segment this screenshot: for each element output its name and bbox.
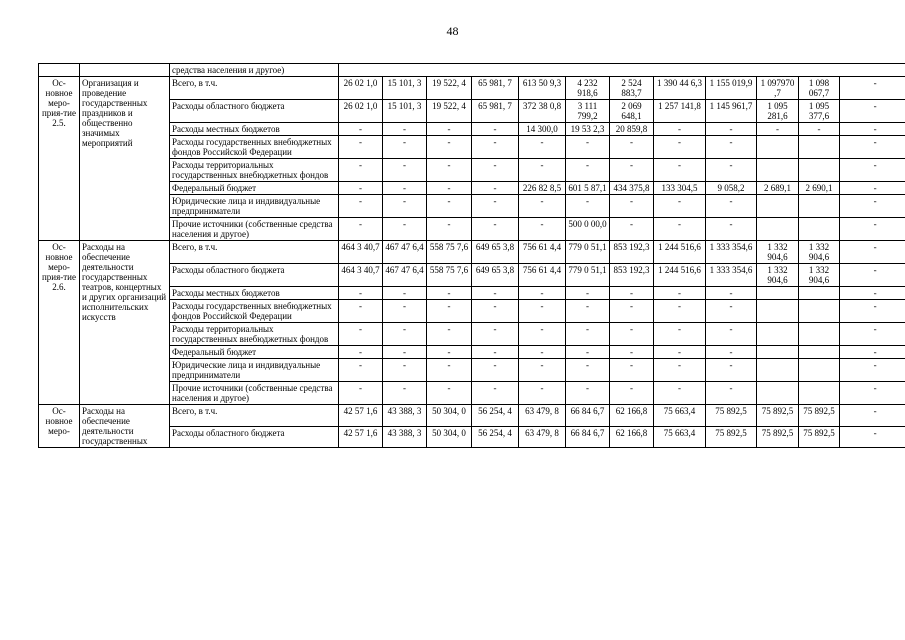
value-cell: -: [566, 323, 610, 346]
value-cell: -: [610, 346, 654, 359]
value-cell: 1 257 141,8: [654, 100, 706, 123]
value-cell: -: [383, 359, 427, 382]
funding-source-cell: Всего, в т.ч.: [170, 241, 339, 264]
value-cell: -: [654, 159, 706, 182]
value-cell: 65 981, 7: [472, 100, 519, 123]
value-cell: -: [566, 346, 610, 359]
value-cell: 75 892,5: [799, 426, 840, 448]
value-cell: 75 663,4: [654, 405, 706, 427]
value-cell: [757, 300, 799, 323]
value-cell: -: [706, 359, 757, 382]
source-cell: средства населения и другое): [170, 64, 339, 77]
value-cell: -: [519, 346, 566, 359]
name-cell: [80, 64, 170, 77]
value-cell: -: [566, 359, 610, 382]
measure-name-cell: Расходы на обеспечение деятельности государственных театров, концертных и других организаций исполнительских искусств: [80, 241, 170, 405]
value-cell: [757, 359, 799, 382]
value-cell: 63 479, 8: [519, 405, 566, 427]
value-cell: 1 095 377,6: [799, 100, 840, 123]
value-cell: -: [427, 159, 472, 182]
value-cell: -: [427, 323, 472, 346]
value-cell: 43 388, 3: [383, 426, 427, 448]
value-cell: [799, 136, 840, 159]
measure-code-cell: Ос-новное меро-прия-тие 2.5.: [39, 77, 80, 241]
value-cell: 9 058,2: [706, 182, 757, 195]
value-cell: -: [519, 300, 566, 323]
value-cell: -: [840, 218, 905, 241]
value-cell: -: [472, 218, 519, 241]
value-cell: 649 65 3,8: [472, 264, 519, 287]
value-cell: -: [654, 346, 706, 359]
value-cell: -: [427, 123, 472, 136]
value-cell: [757, 136, 799, 159]
funding-source-cell: Всего, в т.ч.: [170, 77, 339, 100]
value-cell: -: [706, 195, 757, 218]
budget-table: [38, 63, 905, 448]
value-cell: 19 522, 4: [427, 77, 472, 100]
value-cell: 467 47 6,4: [383, 264, 427, 287]
value-cell: -: [654, 195, 706, 218]
value-cell: -: [519, 359, 566, 382]
value-cell: 1 333 354,6: [706, 264, 757, 287]
value-cell: -: [654, 218, 706, 241]
value-cell: [757, 346, 799, 359]
value-cell: 2 524 883,7: [610, 77, 654, 100]
value-cell: -: [427, 136, 472, 159]
value-cell: -: [840, 136, 905, 159]
value-cell: 75 892,5: [799, 405, 840, 427]
value-cell: -: [383, 346, 427, 359]
value-cell: -: [610, 136, 654, 159]
value-cell: [799, 359, 840, 382]
value-cell: -: [799, 123, 840, 136]
value-cell: -: [840, 195, 905, 218]
value-cell: 779 0 51,1: [566, 241, 610, 264]
value-cell: -: [519, 287, 566, 300]
value-cell: -: [566, 300, 610, 323]
value-cell: -: [339, 382, 383, 405]
value-cell: -: [654, 359, 706, 382]
value-cell: -: [706, 123, 757, 136]
value-cell: -: [472, 346, 519, 359]
value-cell: 62 166,8: [610, 426, 654, 448]
value-cell: 50 304, 0: [427, 405, 472, 427]
value-cell: -: [840, 123, 905, 136]
funding-source-cell: Расходы государственных внебюджетных фондов Российской Федерации: [170, 136, 339, 159]
value-cell: -: [472, 123, 519, 136]
value-cell: -: [840, 346, 905, 359]
value-cell: -: [706, 159, 757, 182]
value-cell: -: [339, 287, 383, 300]
value-cell: -: [706, 300, 757, 323]
funding-source-cell: Расходы областного бюджета: [170, 264, 339, 287]
value-cell: 613 50 9,3: [519, 77, 566, 100]
value-cell: -: [339, 159, 383, 182]
value-cell: -: [519, 159, 566, 182]
value-cell: 558 75 7,6: [427, 264, 472, 287]
value-cell: -: [383, 182, 427, 195]
empty-values-cell: [339, 64, 905, 77]
value-cell: -: [339, 300, 383, 323]
value-cell: [757, 382, 799, 405]
code-cell: [39, 64, 80, 77]
funding-source-cell: Расходы государственных внебюджетных фондов Российской Федерации: [170, 300, 339, 323]
value-cell: 1 332 904,6: [757, 241, 799, 264]
value-cell: 467 47 6,4: [383, 241, 427, 264]
value-cell: -: [519, 136, 566, 159]
value-cell: 464 3 40,7: [339, 264, 383, 287]
measure-code-cell: Ос-новное меро-: [39, 405, 80, 448]
value-cell: [757, 159, 799, 182]
value-cell: -: [383, 218, 427, 241]
value-cell: 65 981, 7: [472, 77, 519, 100]
value-cell: 434 375,8: [610, 182, 654, 195]
value-cell: 372 38 0,8: [519, 100, 566, 123]
value-cell: 75 663,4: [654, 426, 706, 448]
value-cell: 62 166,8: [610, 405, 654, 427]
value-cell: -: [654, 382, 706, 405]
value-cell: 853 192,3: [610, 264, 654, 287]
value-cell: -: [339, 136, 383, 159]
value-cell: [757, 323, 799, 346]
value-cell: 500 0 00,0: [566, 218, 610, 241]
value-cell: -: [610, 159, 654, 182]
value-cell: 19 53 2,3: [566, 123, 610, 136]
funding-source-cell: Расходы местных бюджетов: [170, 123, 339, 136]
measure-name-cell: Организация и проведение государственных праздников и общественно значимых мероприятий: [80, 77, 170, 241]
value-cell: 56 254, 4: [472, 405, 519, 427]
value-cell: 133 304,5: [654, 182, 706, 195]
value-cell: 649 65 3,8: [472, 241, 519, 264]
value-cell: 558 75 7,6: [427, 241, 472, 264]
value-cell: -: [840, 287, 905, 300]
value-cell: -: [427, 195, 472, 218]
value-cell: -: [566, 159, 610, 182]
value-cell: -: [472, 136, 519, 159]
value-cell: 26 02 1,0: [339, 100, 383, 123]
value-cell: -: [840, 100, 905, 123]
value-cell: -: [339, 323, 383, 346]
value-cell: -: [566, 382, 610, 405]
value-cell: 1 244 516,6: [654, 241, 706, 264]
funding-source-cell: Расходы областного бюджета: [170, 426, 339, 448]
value-cell: -: [566, 287, 610, 300]
value-cell: -: [840, 241, 905, 264]
value-cell: -: [610, 195, 654, 218]
value-cell: -: [654, 287, 706, 300]
value-cell: 75 892,5: [757, 426, 799, 448]
value-cell: [799, 323, 840, 346]
page-number: 48: [446, 24, 459, 38]
value-cell: -: [519, 382, 566, 405]
value-cell: -: [519, 323, 566, 346]
value-cell: 601 5 87,1: [566, 182, 610, 195]
value-cell: -: [427, 218, 472, 241]
value-cell: 2 689,1: [757, 182, 799, 195]
value-cell: [757, 195, 799, 218]
value-cell: [799, 195, 840, 218]
value-cell: 26 02 1,0: [339, 77, 383, 100]
value-cell: -: [339, 195, 383, 218]
value-cell: -: [383, 159, 427, 182]
value-cell: -: [339, 359, 383, 382]
value-cell: 1 095 281,6: [757, 100, 799, 123]
value-cell: -: [472, 382, 519, 405]
value-cell: 75 892,5: [706, 426, 757, 448]
measure-name-cell: Расходы на обеспечение деятельности государственных: [80, 405, 170, 448]
table-row: [39, 77, 905, 100]
value-cell: -: [339, 182, 383, 195]
measure-code-cell: Ос-новное меро-прия-тие 2.6.: [39, 241, 80, 405]
funding-source-cell: Расходы территориальных государственных внебюджетных фондов: [170, 323, 339, 346]
value-cell: -: [427, 359, 472, 382]
table-row: [39, 405, 905, 427]
value-cell: -: [427, 346, 472, 359]
table-row: [39, 241, 905, 264]
funding-source-cell: Федеральный бюджет: [170, 182, 339, 195]
value-cell: -: [339, 346, 383, 359]
value-cell: -: [610, 359, 654, 382]
value-cell: -: [427, 300, 472, 323]
value-cell: 1 244 516,6: [654, 264, 706, 287]
value-cell: -: [840, 382, 905, 405]
value-cell: -: [519, 195, 566, 218]
value-cell: -: [610, 323, 654, 346]
value-cell: -: [654, 323, 706, 346]
value-cell: 50 304, 0: [427, 426, 472, 448]
funding-source-cell: Юридические лица и индивидуальные предприниматели: [170, 359, 339, 382]
value-cell: 1 155 019,9: [706, 77, 757, 100]
value-cell: -: [840, 359, 905, 382]
value-cell: -: [383, 195, 427, 218]
value-cell: -: [383, 382, 427, 405]
funding-source-cell: Прочие источники (собственные средства населения и другое): [170, 382, 339, 405]
value-cell: 779 0 51,1: [566, 264, 610, 287]
value-cell: -: [472, 182, 519, 195]
value-cell: -: [706, 382, 757, 405]
value-cell: -: [706, 218, 757, 241]
value-cell: -: [706, 287, 757, 300]
value-cell: 19 522, 4: [427, 100, 472, 123]
value-cell: -: [427, 182, 472, 195]
value-cell: -: [757, 123, 799, 136]
funding-source-cell: Прочие источники (собственные средства населения и другое): [170, 218, 339, 241]
value-cell: -: [654, 300, 706, 323]
value-cell: 4 232 918,6: [566, 77, 610, 100]
value-cell: 63 479, 8: [519, 426, 566, 448]
value-cell: -: [610, 218, 654, 241]
value-cell: 15 101, 3: [383, 100, 427, 123]
value-cell: -: [383, 136, 427, 159]
value-cell: 1 332 904,6: [799, 241, 840, 264]
value-cell: 226 82 8,5: [519, 182, 566, 195]
value-cell: -: [383, 300, 427, 323]
value-cell: 42 57 1,6: [339, 426, 383, 448]
value-cell: 43 388, 3: [383, 405, 427, 427]
value-cell: -: [840, 77, 905, 100]
value-cell: 756 61 4,4: [519, 241, 566, 264]
value-cell: -: [339, 123, 383, 136]
value-cell: -: [566, 195, 610, 218]
value-cell: -: [654, 123, 706, 136]
value-cell: 56 254, 4: [472, 426, 519, 448]
value-cell: 1 097970 ,7: [757, 77, 799, 100]
value-cell: 14 300,0: [519, 123, 566, 136]
value-cell: 1 145 961,7: [706, 100, 757, 123]
value-cell: [799, 382, 840, 405]
value-cell: 66 84 6,7: [566, 405, 610, 427]
value-cell: -: [840, 405, 905, 427]
value-cell: 75 892,5: [757, 405, 799, 427]
value-cell: -: [519, 218, 566, 241]
value-cell: -: [427, 287, 472, 300]
value-cell: -: [840, 300, 905, 323]
funding-source-cell: Федеральный бюджет: [170, 346, 339, 359]
value-cell: 2 069 648,1: [610, 100, 654, 123]
value-cell: 1 332 904,6: [757, 264, 799, 287]
value-cell: 2 690,1: [799, 182, 840, 195]
value-cell: -: [472, 359, 519, 382]
value-cell: 756 61 4,4: [519, 264, 566, 287]
value-cell: -: [706, 136, 757, 159]
value-cell: -: [472, 195, 519, 218]
value-cell: [799, 218, 840, 241]
value-cell: [799, 287, 840, 300]
value-cell: -: [706, 346, 757, 359]
funding-source-cell: Расходы местных бюджетов: [170, 287, 339, 300]
value-cell: -: [472, 159, 519, 182]
value-cell: -: [566, 136, 610, 159]
value-cell: 75 892,5: [706, 405, 757, 427]
value-cell: -: [840, 323, 905, 346]
value-cell: [757, 287, 799, 300]
funding-source-cell: Расходы областного бюджета: [170, 100, 339, 123]
value-cell: -: [383, 323, 427, 346]
value-cell: -: [472, 300, 519, 323]
value-cell: [799, 300, 840, 323]
value-cell: 3 111 799,2: [566, 100, 610, 123]
value-cell: 1 098 067,7: [799, 77, 840, 100]
value-cell: -: [706, 323, 757, 346]
value-cell: -: [654, 136, 706, 159]
value-cell: -: [339, 218, 383, 241]
value-cell: -: [840, 182, 905, 195]
funding-source-cell: Юридические лица и индивидуальные предприниматели: [170, 195, 339, 218]
continuation-row: [39, 64, 905, 77]
value-cell: 1 332 904,6: [799, 264, 840, 287]
value-cell: -: [840, 159, 905, 182]
budget-table-body: [39, 64, 905, 448]
value-cell: -: [610, 300, 654, 323]
value-cell: 464 3 40,7: [339, 241, 383, 264]
value-cell: [757, 218, 799, 241]
value-cell: -: [472, 287, 519, 300]
funding-source-cell: Всего, в т.ч.: [170, 405, 339, 427]
value-cell: 66 84 6,7: [566, 426, 610, 448]
value-cell: -: [383, 287, 427, 300]
value-cell: -: [840, 426, 905, 448]
value-cell: 20 859,8: [610, 123, 654, 136]
value-cell: 42 57 1,6: [339, 405, 383, 427]
value-cell: 15 101, 3: [383, 77, 427, 100]
value-cell: 1 333 354,6: [706, 241, 757, 264]
value-cell: -: [427, 382, 472, 405]
value-cell: 853 192,3: [610, 241, 654, 264]
value-cell: -: [610, 287, 654, 300]
value-cell: -: [472, 323, 519, 346]
value-cell: [799, 159, 840, 182]
funding-source-cell: Расходы территориальных государственных внебюджетных фондов: [170, 159, 339, 182]
value-cell: -: [610, 382, 654, 405]
value-cell: -: [383, 123, 427, 136]
value-cell: [799, 346, 840, 359]
value-cell: -: [840, 264, 905, 287]
value-cell: 1 390 44 6,3: [654, 77, 706, 100]
